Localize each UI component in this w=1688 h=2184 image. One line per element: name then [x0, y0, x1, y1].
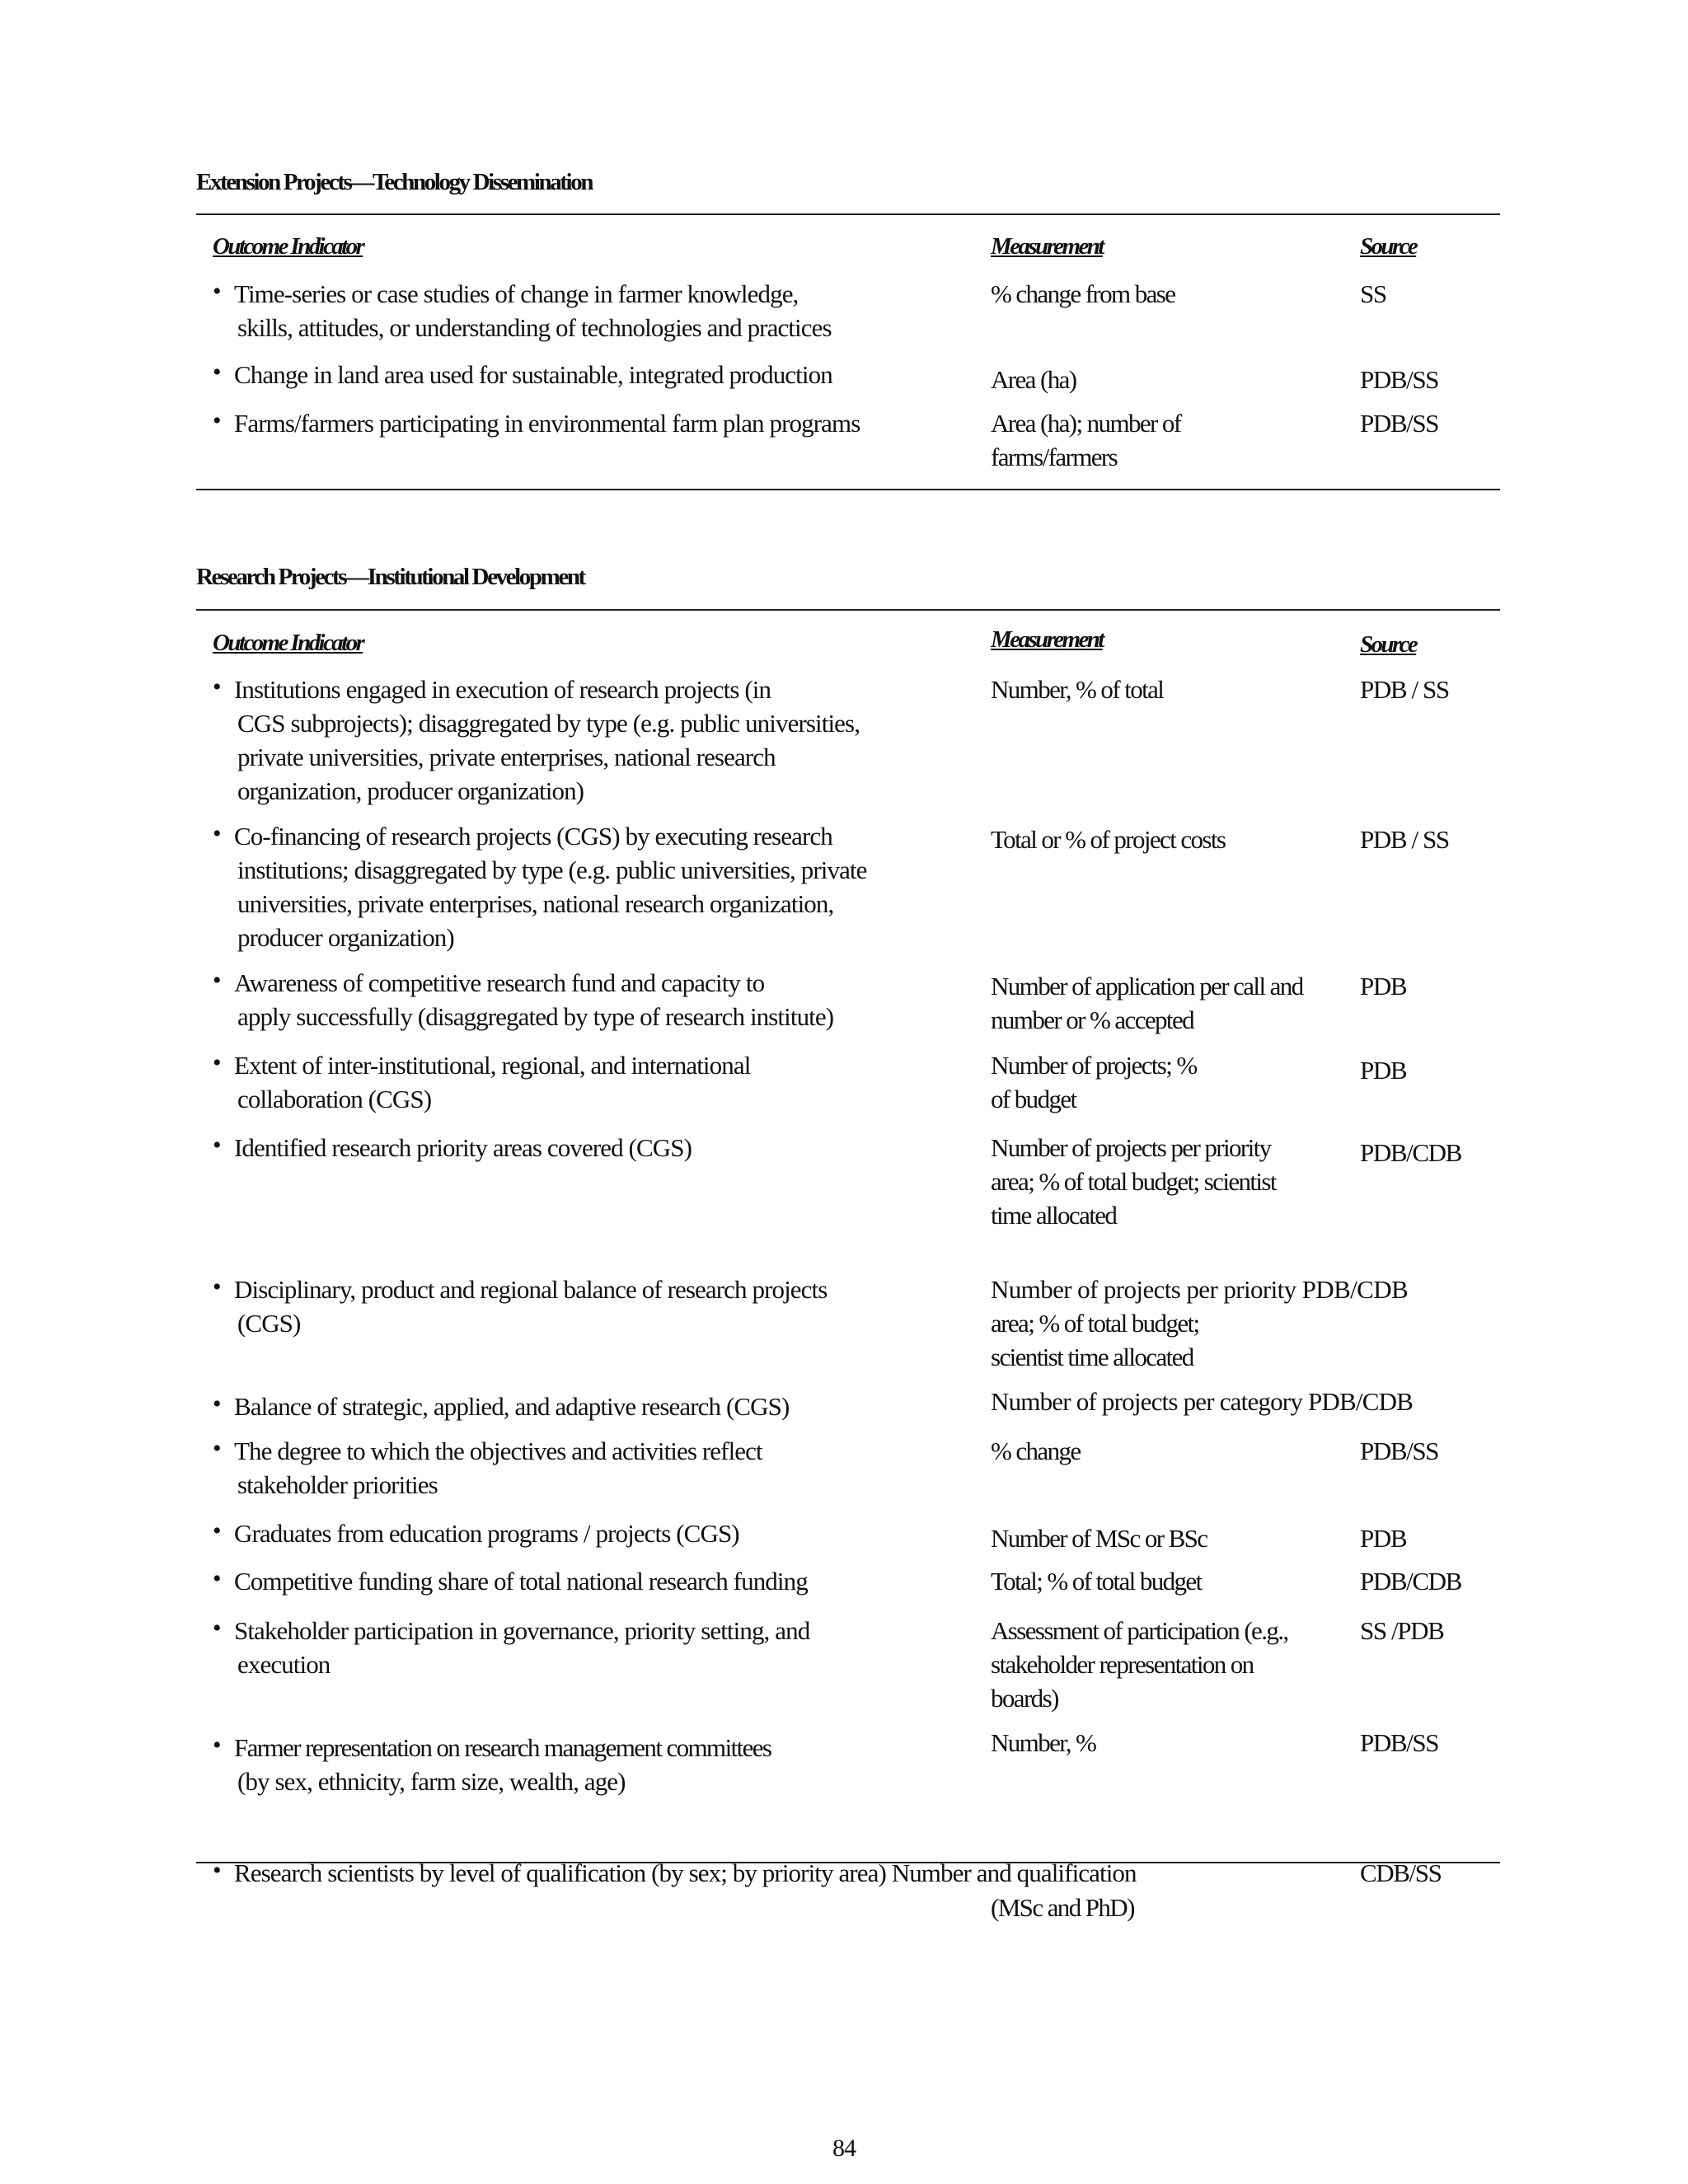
- measurement-cell: Number of projects; % of budget: [991, 1051, 1197, 1113]
- measurement-cell-continued: area; % of total budget; scientist time allocated: [991, 1309, 1199, 1371]
- indicator-text-continued: CGS subprojects); disaggregated by type (e.g. public universities, private universities, private enterprises, national research organization, producer organization): [237, 709, 860, 805]
- column-header-source: Source: [1360, 631, 1417, 658]
- section-top-rule: [196, 609, 1500, 611]
- source-cell: PDB: [1360, 972, 1407, 1001]
- page-number: 84: [832, 2135, 856, 2162]
- source-cell: PDB/SS: [1360, 409, 1438, 438]
- bullet-icon: •: [213, 359, 221, 386]
- bullet-icon: •: [213, 1390, 221, 1418]
- bullet-icon: •: [213, 820, 221, 847]
- source-cell: CDB/SS: [1360, 1858, 1442, 1887]
- section-top-rule: [196, 213, 1500, 215]
- measurement-cell: Number of application per call and number or % accepted: [991, 972, 1303, 1034]
- column-header-indicator: Outcome Indicator: [213, 630, 363, 656]
- source-cell: PDB/SS: [1360, 1436, 1438, 1465]
- bullet-icon: •: [213, 1732, 220, 1759]
- indicator-text-continued: collaboration (CGS): [237, 1085, 432, 1113]
- indicator-cell: [213, 1434, 905, 1502]
- indicator-cell: [213, 1614, 905, 1681]
- source-cell: PDB/SS: [1360, 365, 1438, 394]
- indicator-text: Identified research priority areas covered (CGS): [234, 1133, 692, 1162]
- column-header-source: Source: [1360, 233, 1417, 260]
- source-cell: PDB / SS: [1360, 825, 1449, 854]
- indicator-text: Extent of inter-institutional, regional, and international: [234, 1051, 751, 1080]
- measurement-cell: Area (ha): [991, 365, 1076, 394]
- source-cell: SS /PDB: [1360, 1616, 1444, 1645]
- bullet-icon: •: [213, 1857, 221, 1884]
- column-header-measurement: Measurement: [991, 233, 1103, 260]
- indicator-cell: [213, 1516, 905, 1550]
- section-bottom-rule: [196, 489, 1500, 490]
- indicator-text: Institutions engaged in execution of research projects (in: [234, 675, 771, 704]
- measurement-cell: % change from base: [991, 279, 1175, 308]
- indicator-cell: [213, 358, 905, 391]
- indicator-text: Graduates from education programs / projects (CGS): [234, 1519, 739, 1548]
- indicator-text: Farmer representation on research management committees: [234, 1733, 771, 1762]
- indicator-text-continued: (CGS): [237, 1309, 301, 1338]
- indicator-cell: [213, 819, 889, 954]
- source-cell: PDB / SS: [1360, 675, 1449, 704]
- indicator-text: Balance of strategic, applied, and adaptive research (CGS): [234, 1392, 790, 1421]
- indicator-text-continued: stakeholder priorities: [237, 1470, 438, 1499]
- measurement-cell: (MSc and PhD): [991, 1893, 1134, 1922]
- indicator-cell: [213, 1731, 905, 1798]
- source-cell: PDB/CDB: [1360, 1138, 1461, 1167]
- indicator-cell: [213, 673, 872, 808]
- bullet-icon: •: [213, 407, 221, 434]
- indicator-cell: [213, 406, 905, 440]
- indicator-text: The degree to which the objectives and activities reflect: [234, 1436, 762, 1465]
- bullet-icon: •: [213, 1615, 221, 1642]
- measurement-cell: Number of MSc or BSc: [991, 1524, 1207, 1553]
- indicator-text: Stakeholder participation in governance, priority setting, and: [234, 1616, 810, 1645]
- indicator-text-continued: (by sex, ethnicity, farm size, wealth, age): [237, 1767, 626, 1796]
- source-cell: PDB: [1360, 1524, 1407, 1553]
- bullet-icon: •: [213, 673, 221, 701]
- indicator-text: Research scientists by level of qualification (by sex; by priority area) Number and qualification: [234, 1858, 1137, 1887]
- indicator-text: Time-series or case studies of change in farmer knowledge,: [234, 279, 799, 308]
- source-cell: PDB/CDB: [1360, 1567, 1461, 1596]
- indicator-cell: [213, 1390, 905, 1423]
- indicator-cell: [213, 1272, 905, 1340]
- indicator-text: Co-financing of research projects (CGS) by executing research: [234, 822, 832, 851]
- measurement-cell: Assessment of participation (e.g., stakeholder representation on boards): [991, 1616, 1288, 1713]
- column-header-measurement: Measurement: [991, 626, 1103, 653]
- measurement-cell: Number, %: [991, 1728, 1096, 1757]
- indicator-text: Farms/farmers participating in environmental farm plan programs: [234, 409, 860, 438]
- indicator-cell: [213, 1131, 905, 1165]
- source-cell: PDB/SS: [1360, 1728, 1438, 1757]
- indicator-text-continued: apply successfully (disaggregated by type of research institute): [237, 1002, 834, 1031]
- indicator-cell: [213, 966, 905, 1033]
- indicator-text-continued: skills, attitudes, or understanding of technologies and practices: [237, 313, 832, 342]
- measurement-cell: Number of projects per priority PDB/CDB: [991, 1275, 1409, 1304]
- indicator-text-continued: institutions; disaggregated by type (e.g. public universities, private universities, private enterprises, national research organization, producer organization): [237, 855, 867, 952]
- measurement-cell: Number of projects per category PDB/CDB: [991, 1387, 1414, 1416]
- indicator-text: Competitive funding share of total national research funding: [234, 1567, 808, 1596]
- column-header-indicator: Outcome Indicator: [213, 233, 363, 260]
- indicator-cell: [213, 1048, 905, 1116]
- indicator-cell: [213, 1856, 1202, 1890]
- bullet-icon: •: [213, 1517, 221, 1544]
- bullet-icon: •: [213, 1132, 221, 1159]
- indicator-cell: [213, 1564, 905, 1598]
- bullet-icon: •: [213, 1435, 221, 1462]
- indicator-text: Disciplinary, product and regional balance of research projects: [234, 1275, 828, 1304]
- section-title-research: Research Projects—Institutional Development: [196, 564, 584, 590]
- bullet-icon: •: [213, 278, 221, 305]
- section-title-extension: Extension Projects—Technology Dissemination: [196, 169, 593, 195]
- measurement-cell: Number of projects per priority area; % of total budget; scientist time allocated: [991, 1133, 1276, 1230]
- measurement-cell: % change: [991, 1436, 1081, 1465]
- measurement-cell: Area (ha); number of farms/farmers: [991, 409, 1181, 471]
- bullet-icon: •: [213, 1273, 221, 1301]
- bullet-icon: •: [213, 1565, 221, 1592]
- bullet-icon: •: [213, 967, 221, 994]
- indicator-text: Change in land area used for sustainable, integrated production: [234, 360, 832, 389]
- source-cell: SS: [1360, 279, 1386, 308]
- measurement-cell: Total or % of project costs: [991, 825, 1226, 854]
- indicator-text: Awareness of competitive research fund and capacity to: [234, 968, 765, 997]
- measurement-cell: Total; % of total budget: [991, 1567, 1202, 1596]
- measurement-cell: Number, % of total: [991, 675, 1164, 704]
- bullet-icon: •: [213, 1049, 221, 1076]
- indicator-text-continued: execution: [237, 1650, 331, 1679]
- indicator-cell: [213, 277, 905, 344]
- source-cell: PDB: [1360, 1056, 1407, 1085]
